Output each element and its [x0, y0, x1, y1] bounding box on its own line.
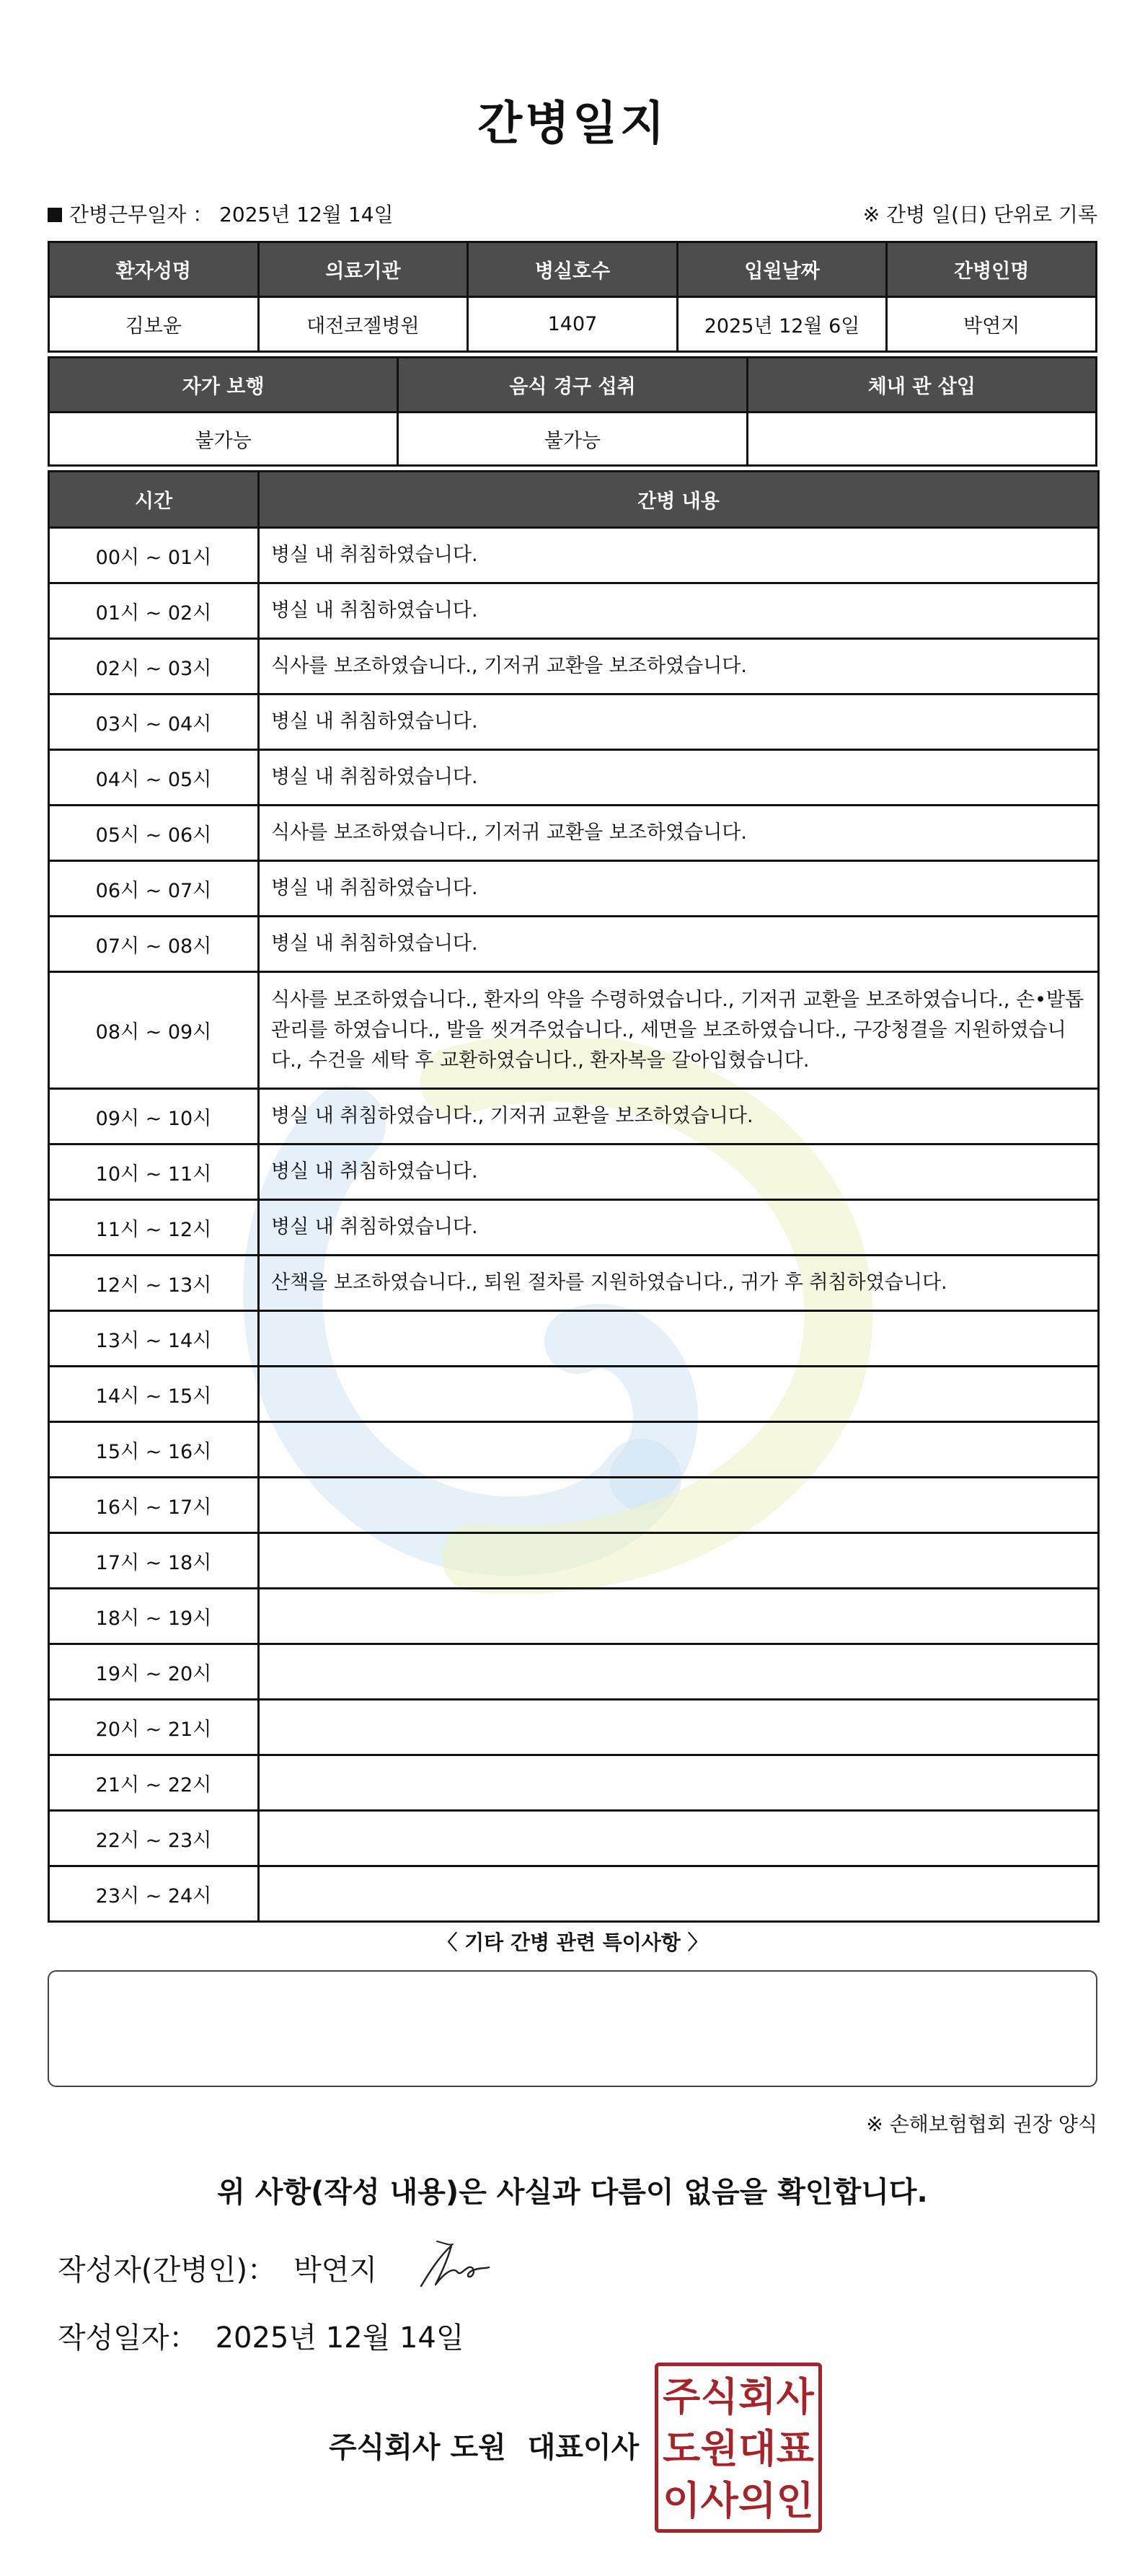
time-cell: 19시 ~ 20시: [49, 1644, 259, 1700]
company-seal: [655, 2363, 822, 2533]
content-cell: [259, 1589, 1099, 1644]
header-time: 시간: [49, 472, 259, 528]
table-row: [49, 1811, 1099, 1866]
patient-name: 김보윤: [49, 297, 259, 352]
care-log-table: [48, 470, 1100, 1923]
time-cell: 08시 ~ 09시: [49, 972, 259, 1089]
content-cell: [259, 1422, 1099, 1478]
admission-date: 2025년 12월 6일: [677, 297, 887, 352]
content-cell: [259, 1533, 1099, 1589]
recommendation-note: ※ 손해보험협회 권장 양식: [866, 2112, 1097, 2136]
table-row: [49, 1700, 1099, 1755]
content-cell: [259, 1311, 1099, 1367]
work-date: [48, 199, 394, 228]
time-cell: 01시 ~ 02시: [49, 583, 259, 639]
hospital-name: 대전코젤병원: [258, 297, 468, 352]
seal-char: 회: [738, 2373, 777, 2420]
header-self-walking: 자가 보행: [49, 358, 398, 413]
seal-char: 원: [700, 2425, 738, 2471]
time-cell: 13시 ~ 14시: [49, 1311, 259, 1367]
time-cell: 03시 ~ 04시: [49, 694, 259, 750]
time-cell: 12시 ~ 13시: [49, 1256, 259, 1311]
table-row: [49, 1256, 1099, 1311]
content-cell: [259, 1478, 1099, 1533]
time-cell: 22시 ~ 23시: [49, 1811, 259, 1866]
table-row: [49, 1866, 1099, 1922]
time-cell: 07시 ~ 08시: [49, 917, 259, 972]
seal-char: 대: [738, 2425, 777, 2471]
time-cell: 20시 ~ 21시: [49, 1700, 259, 1755]
time-cell: 18시 ~ 19시: [49, 1589, 259, 1644]
seal-char: 인: [776, 2477, 814, 2523]
ceo-title: 대표이사: [527, 2431, 640, 2464]
table-row: [49, 1311, 1099, 1367]
work-date-label: 간병근무일자 ： 2025년 12월 14일: [69, 203, 394, 226]
table-row: [49, 1533, 1099, 1589]
seal-char: 도: [663, 2425, 701, 2471]
time-cell: 17시 ~ 18시: [49, 1533, 259, 1589]
time-cell: 02시 ~ 03시: [49, 639, 259, 694]
confirmation-statement: 위 사항(작성 내용)은 사실과 다름이 없음을 확인합니다.: [217, 2176, 928, 2209]
content-cell: 병실 내 취침하였습니다., 기저귀 교환을 보조하였습니다.: [259, 1089, 1099, 1144]
date-value: 2025년 12월 14일: [215, 2321, 464, 2355]
table-row: [49, 1089, 1099, 1144]
time-cell: 15시 ~ 16시: [49, 1422, 259, 1478]
seal-char: 사: [700, 2477, 738, 2523]
writer-name: 박연지: [293, 2254, 377, 2287]
notes-title: 〈 기타 간병 관련 특이사항 〉: [437, 1931, 708, 1954]
content-cell: [259, 1755, 1099, 1811]
seal-char: 표: [776, 2425, 814, 2471]
company-name: 주식회사 도원: [329, 2431, 506, 2464]
content-cell: 병실 내 취침하였습니다.: [259, 583, 1099, 639]
time-cell: 23시 ~ 24시: [49, 1866, 259, 1922]
writer-line: [58, 2247, 377, 2288]
content-cell: 식사를 보조하였습니다., 환자의 약을 수령하였습니다., 기저귀 교환을 보조하였습니다., 손•발톱 관리를 하였습니다., 발을 씻겨주었습니다., 세면을 보조하였습니다., 구강청결을 지원하였습니다., 수건을 세탁 후 교환하였습니다., 환자복을 갈아입혔습니다.: [259, 972, 1099, 1089]
seal-char: 이: [663, 2477, 701, 2523]
table-row: [49, 972, 1099, 1089]
table-row: [49, 1478, 1099, 1533]
page-title: 간병일지: [477, 97, 668, 151]
patient-info-table: [48, 241, 1097, 353]
content-cell: [259, 1811, 1099, 1866]
content-cell: 병실 내 취침하였습니다.: [259, 1144, 1099, 1200]
table-row: [49, 861, 1099, 917]
header-tube-insertion: 체내 관 삽입: [747, 358, 1096, 413]
table-row: [49, 528, 1099, 583]
table-row: [49, 583, 1099, 639]
time-cell: 04시 ~ 05시: [49, 750, 259, 806]
table-row: [49, 694, 1099, 750]
table-row: [49, 917, 1099, 972]
header-hospital: 의료기관: [258, 242, 468, 297]
content-cell: [259, 1700, 1099, 1755]
oral-intake-value: 불가능: [398, 413, 747, 466]
content-cell: 병실 내 취침하였습니다.: [259, 861, 1099, 917]
content-cell: [259, 1866, 1099, 1922]
signature-icon: [415, 2236, 495, 2293]
time-cell: 05시 ~ 06시: [49, 806, 259, 861]
table-row: [49, 750, 1099, 806]
tube-insertion-value: [747, 413, 1096, 466]
content-cell: [259, 1644, 1099, 1700]
writer-label: 작성자(간병인)：: [58, 2254, 277, 2287]
time-cell: 11시 ~ 12시: [49, 1200, 259, 1256]
self-walking-value: 불가능: [49, 413, 398, 466]
table-row: [49, 1144, 1099, 1200]
seal-char: 주: [663, 2373, 701, 2420]
content-cell: 식사를 보조하였습니다., 기저귀 교환을 보조하였습니다.: [259, 639, 1099, 694]
date-line: [58, 2315, 464, 2356]
room-number: 1407: [468, 297, 678, 352]
header-patient-name: 환자성명: [49, 242, 259, 297]
content-cell: [259, 1367, 1099, 1422]
content-cell: 병실 내 취침하였습니다.: [259, 1200, 1099, 1256]
table-row: [49, 1755, 1099, 1811]
caregiver-name: 박연지: [887, 297, 1097, 352]
header-care-content: 간병 내용: [259, 472, 1099, 528]
table-row: [49, 1589, 1099, 1644]
seal-char: 사: [776, 2373, 814, 2420]
content-cell: 병실 내 취침하였습니다.: [259, 694, 1099, 750]
table-row: [49, 639, 1099, 694]
date-label: 작성일자：: [58, 2321, 198, 2355]
company-line: [329, 2425, 639, 2466]
time-cell: 16시 ~ 17시: [49, 1478, 259, 1533]
content-cell: 산책을 보조하였습니다., 퇴원 절차를 지원하였습니다., 귀가 후 취침하였습니다.: [259, 1256, 1099, 1311]
time-cell: 14시 ~ 15시: [49, 1367, 259, 1422]
time-cell: 21시 ~ 22시: [49, 1755, 259, 1811]
time-cell: 06시 ~ 07시: [49, 861, 259, 917]
seal-char: 의: [738, 2477, 777, 2523]
time-cell: 10시 ~ 11시: [49, 1144, 259, 1200]
header-room: 병실호수: [468, 242, 678, 297]
content-cell: 병실 내 취침하였습니다.: [259, 750, 1099, 806]
seal-char: 식: [700, 2373, 738, 2420]
content-cell: 병실 내 취침하였습니다.: [259, 917, 1099, 972]
table-row: [49, 1367, 1099, 1422]
time-cell: 00시 ~ 01시: [49, 528, 259, 583]
daily-note: ※ 간병 일(日) 단위로 기록: [862, 203, 1097, 226]
header-admission-date: 입원날짜: [677, 242, 887, 297]
square-bullet-icon: [48, 208, 62, 222]
table-row: [49, 1644, 1099, 1700]
notes-box: [48, 1970, 1097, 2087]
table-row: [49, 806, 1099, 861]
condition-table: [48, 356, 1097, 467]
table-row: [49, 1200, 1099, 1256]
header-caregiver: 간병인명: [887, 242, 1097, 297]
header-oral-intake: 음식 경구 섭취: [398, 358, 747, 413]
table-row: [49, 1422, 1099, 1478]
content-cell: 식사를 보조하였습니다., 기저귀 교환을 보조하였습니다.: [259, 806, 1099, 861]
time-cell: 09시 ~ 10시: [49, 1089, 259, 1144]
content-cell: 병실 내 취침하였습니다.: [259, 528, 1099, 583]
meta-row: [48, 199, 1097, 228]
